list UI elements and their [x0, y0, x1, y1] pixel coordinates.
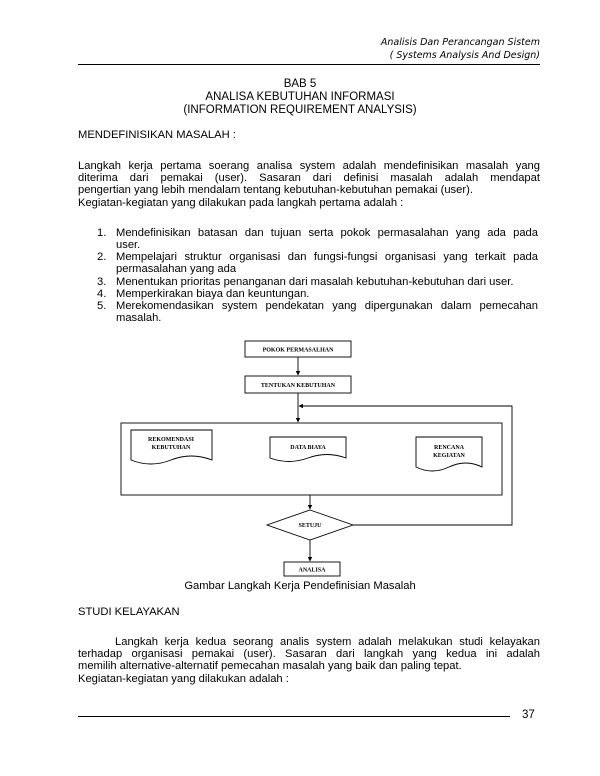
flow-doc-rencana-label-2: KEGIATAN	[433, 453, 465, 459]
text-line: Mempelajari struktur organisasi dan fungsi-fungsi organisasi yang terkait pada	[116, 251, 538, 263]
list-number: 2.	[97, 251, 107, 263]
list-number: 4.	[97, 288, 107, 300]
chapter-number: BAB 5	[283, 78, 317, 90]
page-number: 37	[522, 709, 535, 721]
list-number: 3.	[97, 276, 107, 288]
flow-doc-data-biaya-label: DATA BIAYA	[290, 445, 326, 451]
text-line: diterima dari pemakai (user). Sasaran dari definisi masalah adalah mendapat	[78, 172, 540, 185]
header-line-1: Analisis Dan Perancangan Sistem	[380, 37, 540, 48]
flow-doc-rekomendasi-label-1: REKOMENDASI	[147, 437, 195, 443]
flow-doc-rekomendasi-label-2: KEBUTUHAN	[151, 445, 191, 451]
figure-caption: Gambar Langkah Kerja Pendefinisian Masalah	[184, 580, 416, 592]
text-line: memilih alternative-alternatif pemecahan masalah yang baik dan paling tepat.	[78, 660, 462, 673]
text-line: permasalahan yang ada	[116, 263, 237, 276]
text-line: Merekomendasikan system pendekatan yang dipergunakan dalam pemecahan	[116, 300, 538, 312]
text-line: terhadap organisasi pemakai (user). Sasaran dari langkah yang kedua ini adalah	[78, 648, 540, 661]
section1-heading: MENDEFINISIKAN MASALAH :	[78, 129, 236, 141]
flow-box-pokok-label: POKOK PERMASALHAN	[262, 347, 334, 354]
text-line: Langkah kerja pertama soerang analisa system adalah mendefinisikan masalah yang	[78, 160, 540, 172]
section1-paragraph-2: Kegiatan-kegiatan yang dilakukan pada langkah pertama adalah :	[78, 197, 404, 209]
section2-heading: STUDI KELAYAKAN	[78, 606, 180, 618]
section2-paragraph-2: Kegiatan-kegiatan yang dilakukan adalah :	[78, 673, 289, 685]
text-line: Mendefinisikan batasan dan tujuan serta pokok permasalahan yang ada pada	[116, 227, 538, 239]
text-line: user.	[116, 239, 141, 252]
flow-decision-setuju-label: SETUJU	[298, 523, 322, 529]
text-line: pengertian yang lebih mendalam tentang kebutuhan-kebutuhan pemakai (user).	[78, 184, 473, 197]
text-line: Menentukan prioritas penanganan dari masalah kebutuhan-kebutuhan dari user.	[116, 276, 514, 288]
text-line: masalah.	[116, 312, 162, 325]
flow-box-tentukan-label: TENTUKAN KEBUTUHAN	[260, 383, 336, 389]
footer-rule	[78, 716, 510, 717]
list-number: 1.	[97, 227, 107, 239]
chapter-subtitle: (INFORMATION REQUIREMENT ANALYSIS)	[183, 104, 417, 116]
list-number: 5.	[97, 300, 107, 312]
section2-paragraph	[78, 636, 540, 673]
chapter-title: ANALISA KEBUTUHAN INFORMASI	[205, 91, 395, 103]
header-line-2: ( Systems Analysis And Design)	[389, 50, 540, 61]
flow-doc-rencana-label-1: RENCANA	[434, 445, 464, 451]
text-line: Memperkirakan biaya dan keuntungan.	[116, 288, 310, 300]
flow-box-analisa-label: ANALISA	[298, 567, 326, 574]
text-line: Langkah kerja kedua seorang analis system adalah melakukan studi kelayakan	[115, 636, 540, 648]
